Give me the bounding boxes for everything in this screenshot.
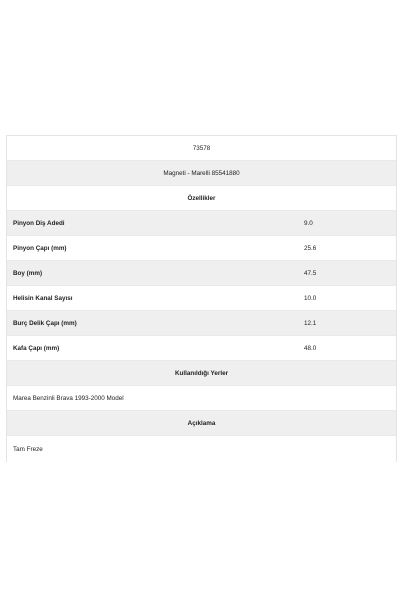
feature-value: 10.0: [304, 294, 317, 302]
features-heading: Özellikler: [187, 194, 216, 202]
feature-row: [7, 286, 396, 311]
usage-heading-row: [7, 361, 396, 386]
feature-label: Pinyon Diş Adedi: [13, 219, 65, 227]
feature-row: [7, 336, 396, 361]
spec-table: [6, 135, 397, 462]
feature-value: 47.5: [304, 269, 317, 277]
description-row: [7, 436, 396, 462]
feature-row: [7, 236, 396, 261]
usage-row: [7, 386, 396, 411]
feature-value: 12.1: [304, 319, 317, 327]
description-text: Tam Freze: [13, 445, 43, 453]
feature-label: Helisin Kanal Sayısı: [13, 294, 73, 302]
feature-row: [7, 211, 396, 236]
feature-row: [7, 261, 396, 286]
brand-line: Magneti - Marelli 85541880: [163, 169, 240, 177]
feature-label: Kafa Çapı (mm): [13, 344, 60, 352]
feature-value: 9.0: [304, 219, 313, 227]
usage-heading: Kullanıldığı Yerler: [174, 369, 229, 377]
feature-label: Burç Delik Çapı (mm): [13, 319, 77, 327]
feature-label: Pinyon Çapı (mm): [13, 244, 67, 252]
feature-label: Boy (mm): [13, 269, 43, 277]
features-heading-row: [7, 186, 396, 211]
brand-row: [7, 161, 396, 186]
product-code: 73578: [192, 144, 211, 152]
description-heading-row: [7, 411, 396, 436]
usage-text: Marea Benzinli Brava 1993-2000 Model: [13, 394, 124, 402]
description-heading: Açıklama: [187, 419, 216, 427]
feature-value: 48.0: [304, 344, 317, 352]
feature-row: [7, 311, 396, 336]
feature-value: 25.6: [304, 244, 317, 252]
product-code-row: [7, 136, 396, 161]
